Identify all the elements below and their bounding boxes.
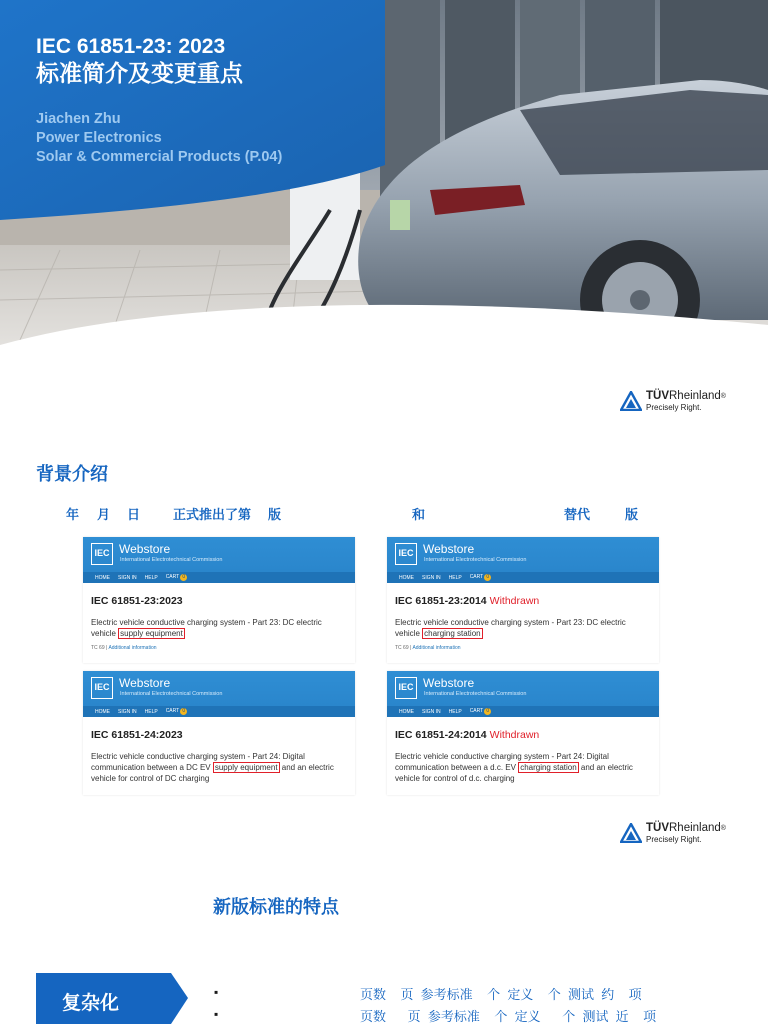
iec-logo-icon: IEC <box>91 543 113 565</box>
webstore-title: Webstore <box>423 676 475 690</box>
hero-banner <box>0 0 768 360</box>
phrase-replace: 替代 <box>564 507 591 522</box>
desc-text: Electric vehicle conductive charging system - Part 23: DC electric vehicle <box>91 618 322 638</box>
cart-count-badge: 0 <box>484 574 491 581</box>
phrase-month: 月 <box>97 507 111 522</box>
withdrawn-label: Withdrawn <box>489 729 540 741</box>
feature-line-2: 页数 页 参考标准 个 定义 个 测试 近 项 <box>360 1009 657 1024</box>
webstore-subtitle: International Electrotechnical Commission <box>424 691 527 697</box>
nav-home[interactable]: HOME <box>95 574 110 581</box>
section-title-background: 背景介绍 <box>36 464 108 484</box>
iec-card-61851-24-2014 <box>387 671 659 795</box>
desc-text: Electric vehicle conductive charging system - Part 24: Digital communication between a DC EV <box>91 752 305 772</box>
webstore-subtitle: International Electrotechnical Commission <box>120 557 223 563</box>
webstore-title: Webstore <box>423 542 475 556</box>
nav-cart-label: CART <box>165 708 180 714</box>
hero-title-line2: 标准简介及变更重点 <box>36 60 243 86</box>
standard-id <box>91 729 347 741</box>
webstore-subtitle: International Electrotechnical Commission <box>424 557 527 563</box>
nav-home[interactable]: HOME <box>399 708 414 715</box>
bullet-icon: ▪ <box>214 1007 219 1021</box>
nav-help[interactable]: HELP <box>144 574 158 581</box>
highlight-term: charging station <box>424 629 481 638</box>
standard-number: IEC 61851-24:2023 <box>91 729 183 741</box>
standard-id <box>91 595 347 607</box>
standard-description <box>91 617 347 639</box>
standard-id <box>395 595 651 607</box>
iec-webstore-band <box>83 671 355 706</box>
standard-id <box>395 729 651 741</box>
nav-cart-label: CART <box>469 574 484 580</box>
standard-number: IEC 61851-23:2023 <box>91 595 183 607</box>
iec-webstore-band <box>387 671 659 706</box>
author-name: Jiachen Zhu <box>36 111 121 127</box>
phrase-and: 和 <box>412 507 426 522</box>
tuv-logo <box>620 390 726 413</box>
standard-meta <box>395 645 651 651</box>
nav-cart-label: CART <box>469 708 484 714</box>
withdrawn-label: Withdrawn <box>489 595 540 607</box>
phrase-released: 正式推出了第 <box>173 507 252 522</box>
highlight-term: supply equipment <box>214 763 278 772</box>
additional-info-link[interactable]: Additional information <box>412 645 461 651</box>
iec-card-61851-23-2023 <box>83 537 355 663</box>
nav-help[interactable]: HELP <box>448 708 462 715</box>
tuv-triangle-icon <box>620 823 642 843</box>
cart-count-badge: 0 <box>180 574 187 581</box>
cart-count-badge: 0 <box>484 708 491 715</box>
iec-webstore-band <box>83 537 355 572</box>
standard-meta <box>91 645 347 651</box>
desc-text-tail: and an electric vehicle for control of DC charging <box>91 763 334 783</box>
logo-tagline: Precisely Right. <box>646 403 702 412</box>
nav-cart[interactable] <box>166 708 188 715</box>
webstore-nav <box>387 706 659 717</box>
cart-count-badge: 0 <box>180 708 187 715</box>
tuv-triangle-icon <box>620 391 642 411</box>
webstore-title: Webstore <box>119 542 171 556</box>
section-title-features: 新版标准的特点 <box>213 897 339 917</box>
iec-logo-icon: IEC <box>91 677 113 699</box>
iec-card-61851-23-2014 <box>387 537 659 663</box>
desc-text-tail: and an electric vehicle for control of d.c. charging <box>395 763 633 783</box>
webstore-subtitle: International Electrotechnical Commission <box>120 691 223 697</box>
logo-brand-bold: TÜV <box>646 390 669 402</box>
nav-cart-label: CART <box>165 574 180 580</box>
iec-webstore-band <box>387 537 659 572</box>
logo-brand-rest: Rheinland <box>669 822 721 834</box>
phrase-year: 年 <box>66 507 80 522</box>
standard-number: IEC 61851-24:2014 <box>395 729 487 741</box>
nav-cart[interactable] <box>470 708 492 715</box>
logo-brand-bold: TÜV <box>646 822 669 834</box>
logo-tagline: Precisely Right. <box>646 835 702 844</box>
iec-card-61851-24-2023 <box>83 671 355 795</box>
nav-cart[interactable] <box>166 574 188 581</box>
standard-number: IEC 61851-23:2014 <box>395 595 487 607</box>
meta-tc: TC 69 | <box>395 645 412 651</box>
phrase-edition-2: 版 <box>625 507 639 522</box>
phrase-day: 日 <box>127 507 141 522</box>
webstore-title: Webstore <box>119 676 171 690</box>
logo-brand-rest: Rheinland <box>669 390 721 402</box>
desc-text: Electric vehicle conductive charging system - Part 23: DC electric vehicle <box>395 618 626 638</box>
hero-title-line1: IEC 61851-23: 2023 <box>36 35 226 58</box>
complexity-tag-label: 复杂化 <box>62 993 120 1014</box>
highlight-term: charging station <box>520 763 577 772</box>
standard-description <box>91 751 347 784</box>
feature-line-1: 页数 页 参考标准 个 定义 个 测试 约 项 <box>360 987 642 1002</box>
logo-reg: ® <box>720 825 726 832</box>
desc-text: Electric vehicle conductive charging system - Part 24: Digital communication between a d.c. EV <box>395 752 609 772</box>
nav-sign-in[interactable]: SIGN IN <box>422 574 441 581</box>
highlight-term: supply equipment <box>120 629 183 638</box>
nav-home[interactable]: HOME <box>399 574 414 581</box>
meta-tc: TC 69 | <box>91 645 108 651</box>
nav-sign-in[interactable]: SIGN IN <box>118 574 137 581</box>
hero-title <box>36 34 243 86</box>
logo-reg: ® <box>720 393 726 400</box>
iec-logo-icon: IEC <box>395 543 417 565</box>
standard-description <box>395 617 651 639</box>
tuv-logo <box>620 822 726 845</box>
webstore-nav <box>387 572 659 583</box>
webstore-nav <box>83 706 355 717</box>
bullet-icon: ▪ <box>214 985 219 999</box>
nav-cart[interactable] <box>470 574 492 581</box>
nav-help[interactable]: HELP <box>144 708 158 715</box>
author-dept: Power Electronics <box>36 130 162 146</box>
nav-help[interactable]: HELP <box>448 574 462 581</box>
phrase-edition: 版 <box>268 507 282 522</box>
complexity-tag <box>36 973 188 1024</box>
nav-sign-in[interactable]: SIGN IN <box>118 708 137 715</box>
standard-description <box>395 751 651 784</box>
webstore-nav <box>83 572 355 583</box>
iec-logo-icon: IEC <box>395 677 417 699</box>
nav-home[interactable]: HOME <box>95 708 110 715</box>
additional-info-link[interactable]: Additional information <box>108 645 157 651</box>
author-group: Solar & Commercial Products (P.04) <box>36 149 283 165</box>
hero-author-block <box>36 110 282 167</box>
nav-sign-in[interactable]: SIGN IN <box>422 708 441 715</box>
